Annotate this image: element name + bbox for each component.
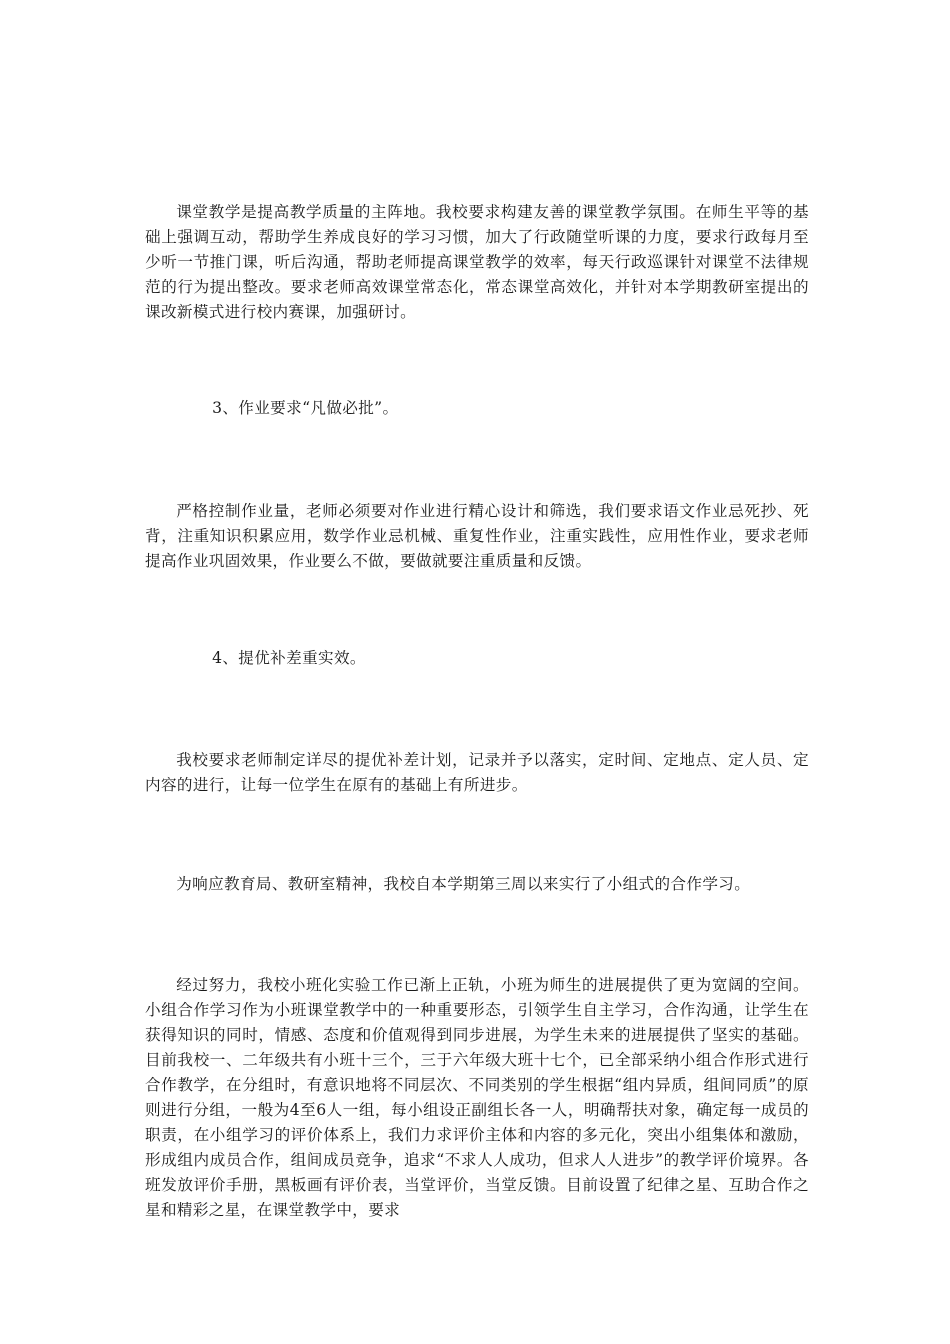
paragraph-tutoring-plan: 我校要求老师制定详尽的提优补差计划，记录并予以落实，定时间、定地点、定人员、定内容的进行，让每一位学生在原有的基础上有所进步。 <box>145 751 809 794</box>
heading-homework-requirements: 3、作业要求“凡做必批”。 <box>212 399 399 417</box>
paragraph-group-learning-intro: 为响应教育局、教研室精神，我校自本学期第三周以来实行了小组式的合作学习。 <box>176 875 751 893</box>
paragraph-small-class-experiment: 经过努力，我校小班化实验工作已渐上正轨，小班为师生的进展提供了更为宽阔的空间。小组合作学习作为小班课堂教学中的一种重要形态，引领学生自主学习，合作沟通，让学生在获得知识的同时，情感、态度和价值观得到同步进展，为学生未来的进展提供了坚实的基础。目前我校一、二年级共有小班十三个，三于六年级大班十七个，已全部采纳小组合作形式进行合作教学，在分组时，有意识地将不同层次、不同类别的学生根据“组内异质，组间同质”的原则进行分组，一般为4至6人一组，每小组设正副组长各一人，明确帮扶对象，确定每一成员的职责，在小组学习的评价体系上，我们力求评价主体和内容的多元化，突出小组集体和激励，形成组内成员合作，组间成员竞争，追求“不求人人成功，但求人人进步”的教学评价境界。各班发放评价手册，黑板画有评价表，当堂评价，当堂反馈。目前设置了纪律之星、互助合作之星和精彩之星，在课堂教学中，要求 <box>145 976 809 1219</box>
heading-tutoring-effectiveness: 4、提优补差重实效。 <box>212 649 366 667</box>
paragraph-homework-control: 严格控制作业量，老师必须要对作业进行精心设计和筛选，我们要求语文作业忌死抄、死背，注重知识积累应用，数学作业忌机械、重复性作业，注重实践性，应用性作业，要求老师提高作业巩固效果，作业要么不做，要做就要注重质量和反馈。 <box>145 502 809 570</box>
paragraph-classroom-teaching: 课堂教学是提高教学质量的主阵地。我校要求构建友善的课堂教学氛围。在师生平等的基础上强调互动，帮助学生养成良好的学习习惯，加大了行政随堂听课的力度，要求行政每月至少听一节推门课，听后沟通，帮助老师提高课堂教学的效率，每天行政巡课针对课堂不法律规范的行为提出整改。要求老师高效课堂常态化，常态课堂高效化，并针对本学期教研室提出的课改新模式进行校内赛课，加强研讨。 <box>145 203 809 321</box>
